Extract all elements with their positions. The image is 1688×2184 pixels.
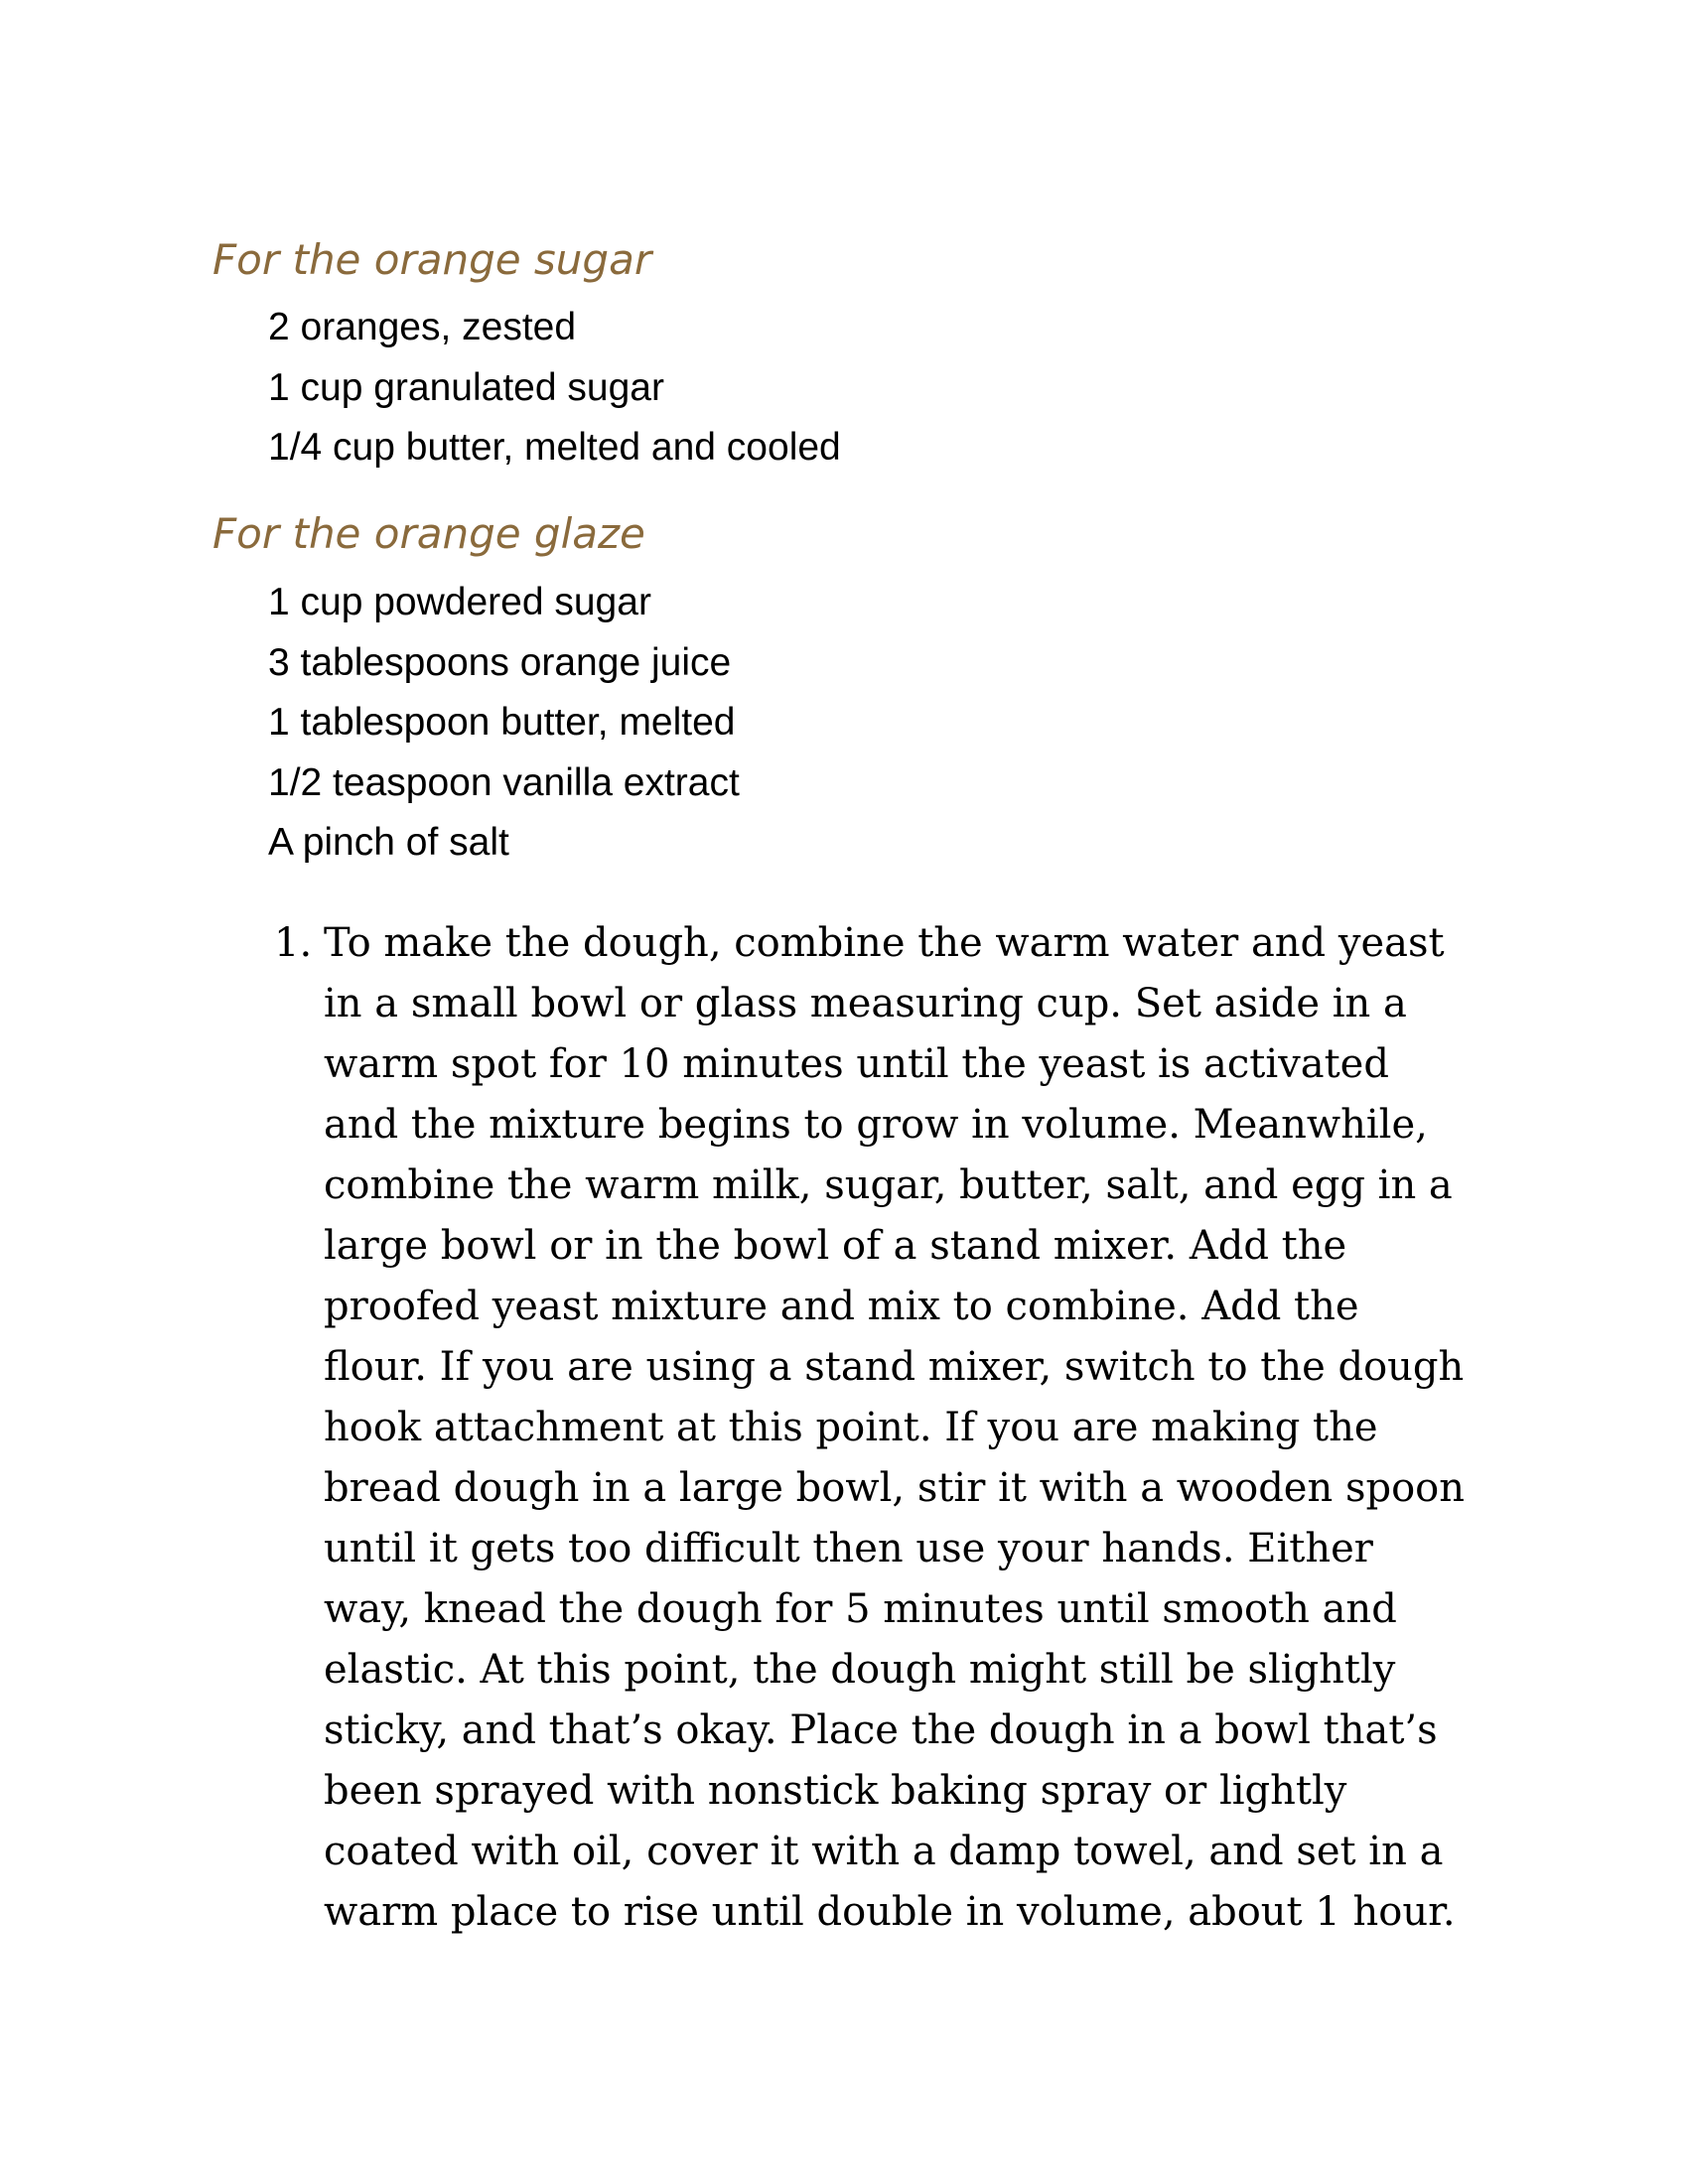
step-text-line: proofed yeast mixture and mix to combine. Add the [324,1284,1359,1329]
ingredient-item: 3 tablespoons orange juice [268,640,732,684]
step-text-line: large bowl or in the bowl of a stand mixer. Add the [324,1223,1347,1269]
step-text-line: way, knead the dough for 5 minutes until smooth and [324,1586,1397,1632]
step-text-line: hook attachment at this point. If you are making the [324,1405,1378,1450]
ingredient-item: 1 cup granulated sugar [268,365,664,409]
step-text-line: warm place to rise until double in volume, about 1 hour. [324,1889,1456,1935]
step-number: 1. [274,920,313,966]
step-text-line: coated with oil, cover it with a damp towel, and set in a [324,1829,1444,1874]
instruction-steps [274,913,1495,1943]
section-heading-orange-sugar: For the orange sugar [212,235,652,284]
instruction-step [274,913,1495,1943]
ingredient-item: 1/2 teaspoon vanilla extract [268,760,740,804]
step-text-line: sticky, and that’s okay. Place the dough in a bowl that’s [324,1707,1438,1753]
ingredient-item: 1 cup powdered sugar [268,581,651,623]
ingredient-item: 1/4 cup butter, melted and cooled [268,426,841,469]
section-heading-orange-glaze: For the orange glaze [212,509,645,558]
step-text-line: flour. If you are using a stand mixer, switch to the dough [324,1344,1465,1390]
step-text-line: warm spot for 10 minutes until the yeast is activated [324,1041,1389,1087]
step-text-line: elastic. At this point, the dough might still be slightly [324,1647,1396,1693]
step-text-line: combine the warm milk, sugar, butter, salt, and egg in a [324,1162,1453,1208]
step-text-line: in a small bowl or glass measuring cup. Set aside in a [324,981,1407,1026]
step-text-line: until it gets too difficult then use your hands. Either [324,1526,1373,1571]
step-text-line: bread dough in a large bowl, stir it with a wooden spoon [324,1465,1466,1511]
ingredient-list-orange-glaze [268,573,740,874]
step-text-line: been sprayed with nonstick baking spray or lightly [324,1768,1347,1814]
ingredient-item: A pinch of salt [268,821,509,864]
ingredient-item: 2 oranges, zested [268,306,577,348]
step-text-line: To make the dough, combine the warm water and yeast [324,920,1445,966]
ingredient-list-orange-sugar [268,298,841,478]
step-text-line: and the mixture begins to grow in volume. Meanwhile, [324,1102,1428,1148]
ingredient-item: 1 tablespoon butter, melted [268,701,736,744]
